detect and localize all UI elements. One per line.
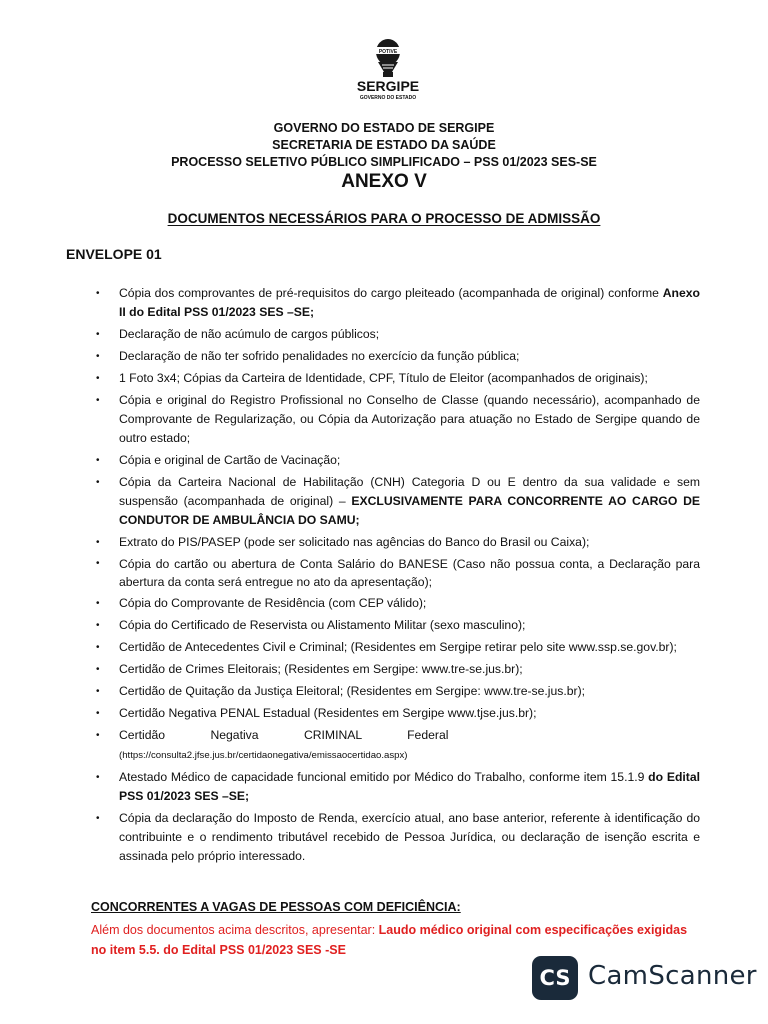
list-item: • Cópia e original de Cartão de Vacinação; — [96, 451, 700, 470]
pcd-text: Além dos documentos acima descritos, apresentar: Laudo médico original com especificações exigidas no item 5.5. do Edital PSS 01/2023 SES -SE — [91, 923, 688, 957]
list-item: • Cópia e original do Registro Profissional no Conselho de Classe (quando necessário), acompanhado de Comprovante de Regularização, ou Cópia da Autorização para atuação no Estado de Sergipe quando de outro estado; — [96, 393, 700, 445]
bullet-icon: • — [96, 288, 100, 299]
bullet-icon: • — [96, 598, 100, 609]
list-item: • Declaração de não acúmulo de cargos públicos; — [96, 325, 700, 344]
header-secretariat: SECRETARIA DE ESTADO DA SAÚDE — [272, 138, 496, 152]
list-item: • Cópia do Certificado de Reservista ou Alistamento Militar (sexo masculino); — [96, 616, 700, 635]
list-item: • 1 Foto 3x4; Cópias da Carteira de Identidade, CPF, Título de Eleitor (acompanhados de originais); — [96, 369, 700, 388]
list-item: • Certidão Negativa PENAL Estadual (Residentes em Sergipe www.tjse.jus.br); — [96, 704, 700, 723]
envelope-heading: ENVELOPE 01 — [66, 246, 162, 262]
list-item: • Cópia da Carteira Nacional de Habilitação (CNH) Categoria D ou E dentro da sua validade e sem suspensão (acompanhada de original) – EXCLUSIVAMENTE PARA CONCORRENTE AO CARGO DE CONDUTOR DE AMBULÂNCIA DO SAMU; — [96, 475, 701, 527]
logo-badge: POTIVE — [378, 49, 398, 55]
bullet-icon: • — [96, 730, 100, 741]
list-item: • Cópia do cartão ou abertura de Conta Salário do BANESE (Caso não possua conta, a Declaração para abertura da conta será entregue no ato da apresentação); — [96, 557, 700, 589]
bullet-icon: • — [96, 537, 100, 548]
bullet-icon: • — [96, 373, 100, 384]
list-item: • Certidão Negativa CRIMINAL Federal (https://consulta2.jfse.jus.br/certidaonegativa/emissaocertidao.aspx) — [96, 728, 449, 761]
camscanner-icon: CS — [532, 956, 578, 1000]
bullet-icon: • — [96, 664, 100, 675]
documents-list — [96, 284, 700, 869]
list-item: • Certidão de Crimes Eleitorais; (Residentes em Sergipe: www.tre-se.jus.br); — [96, 660, 700, 679]
header-government: GOVERNO DO ESTADO DE SERGIPE — [273, 121, 495, 135]
logo-subtitle: GOVERNO DO ESTADO — [359, 95, 417, 101]
bullet-icon: • — [96, 395, 100, 406]
bullet-icon: • — [96, 686, 100, 697]
header-process: PROCESSO SELETIVO PÚBLICO SIMPLIFICADO – PSS 01/2023 SES-SE — [171, 155, 597, 169]
bullet-icon: • — [96, 558, 100, 569]
bullet-icon: • — [96, 642, 100, 653]
bullet-icon: • — [96, 813, 100, 824]
bullet-icon: • — [96, 477, 100, 488]
bullet-icon: • — [96, 708, 100, 719]
list-item: • Declaração de não ter sofrido penalidades no exercício da função pública; — [96, 347, 700, 366]
list-item: • Atestado Médico de capacidade funcional emitido por Médico do Trabalho, conforme item 15.1.9 do Edital PSS 01/2023 SES –SE; — [96, 770, 700, 803]
list-item: • Cópia do Comprovante de Residência (com CEP válido); — [96, 594, 700, 613]
pcd-heading: CONCORRENTES A VAGAS DE PESSOAS COM DEFICIÊNCIA: — [91, 900, 461, 914]
camscanner-watermark — [532, 953, 757, 1003]
sergipe-logo — [354, 36, 422, 106]
list-item: • Extrato do PIS/PASEP (pode ser solicitado nas agências do Banco do Brasil ou Caixa); — [96, 533, 700, 552]
logo-name: SERGIPE — [356, 78, 420, 94]
camscanner-name: CamScanner — [588, 961, 757, 991]
bullet-icon: • — [96, 455, 100, 466]
list-item: • Cópia dos comprovantes de pré-requisitos do cargo pleiteado (acompanhada de original) conforme Anexo II do Edital PSS 01/2023 SES –SE; — [96, 286, 700, 319]
list-item: • Cópia da declaração do Imposto de Renda, exercício atual, ano base anterior, referente à identificação do contribuinte e o rendimento tributável recebido de Pessoa Jurídica, ou declaração de isenção escrita e assinada pelo próprio interessado. — [96, 811, 700, 863]
annex-title: ANEXO V — [341, 171, 427, 192]
list-item: • Certidão de Quitação da Justiça Eleitoral; (Residentes em Sergipe: www.tre-se.jus.br); — [96, 682, 700, 701]
bullet-icon: • — [96, 772, 100, 783]
list-item: • Certidão de Antecedentes Civil e Criminal; (Residentes em Sergipe retirar pelo site www.ssp.se.gov.br); — [96, 638, 700, 657]
documents-title: DOCUMENTOS NECESSÁRIOS PARA O PROCESSO DE ADMISSÃO — [167, 211, 601, 226]
bullet-icon: • — [96, 351, 100, 362]
bullet-icon: • — [96, 620, 100, 631]
bullet-icon: • — [96, 329, 100, 340]
